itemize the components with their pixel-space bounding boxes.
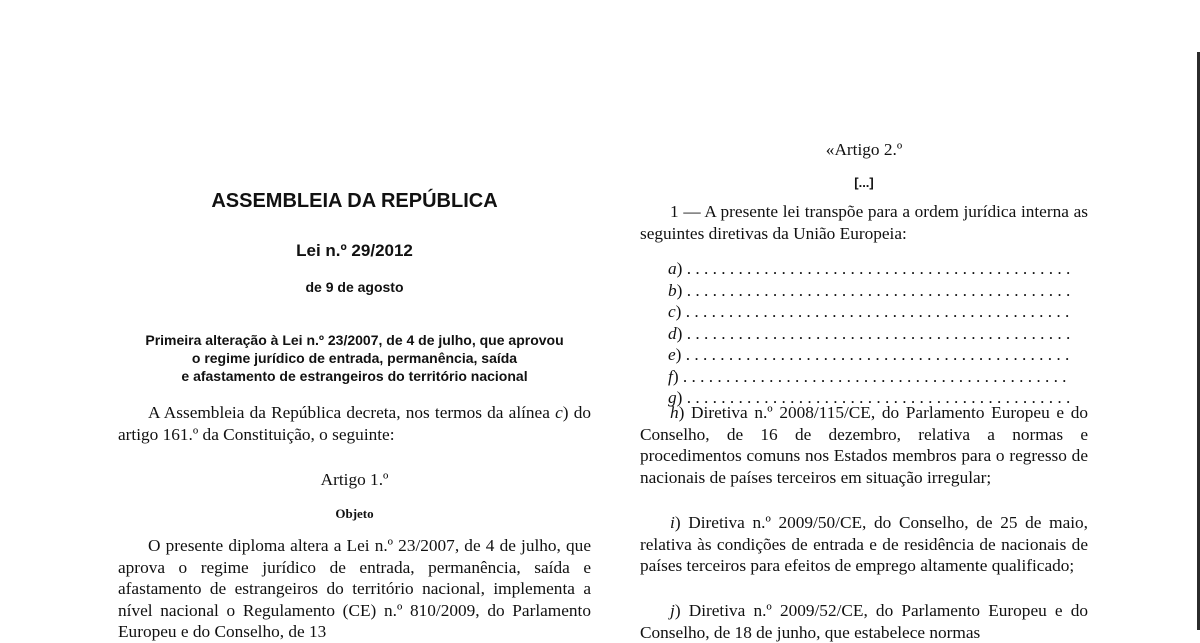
- list-item: d) .............................................: [668, 323, 1075, 343]
- law-number: Lei n.º 29/2012: [296, 241, 413, 260]
- summary-line: e afastamento de estrangeiros do território nacional: [181, 368, 528, 384]
- alinea-letter: j: [670, 601, 675, 620]
- law-summary: [118, 331, 591, 385]
- list-item: f) .............................................: [668, 366, 1071, 386]
- article-2-number-1: 1 — A presente lei transpõe para a ordem jurídica interna as seguintes diretivas da União Europeia:: [640, 202, 1088, 243]
- article-1-subtitle: Objeto: [335, 506, 374, 521]
- article-2-subtitle: [...]: [854, 175, 874, 190]
- intro-paragraph: [118, 402, 591, 445]
- alinea-text: ) Diretiva n.º 2009/52/CE, do Parlamento Europeu e do Conselho, de 18 de junho, que estabelece normas: [640, 601, 1088, 642]
- alinea-letter: h: [670, 403, 679, 422]
- list-item: g) .............................................: [668, 388, 1075, 407]
- list-item: b) .............................................: [668, 280, 1075, 300]
- intro-text: ) do artigo 161.º da Constituição, o seguinte:: [118, 403, 591, 444]
- alinea-text: ) Diretiva n.º 2008/115/CE, do Parlamento Europeu e do Conselho, de 16 de dezembro, relativa a normas e procedimentos comuns nos Estados membros para o regresso de nacionais de países terceiros em situação irregular;: [640, 403, 1088, 487]
- intro-text: A Assembleia da República decreta, nos termos da alínea: [148, 403, 556, 422]
- summary-line: o regime jurídico de entrada, permanência, saída: [191, 350, 518, 366]
- institution-heading: ASSEMBLEIA DA REPÚBLICA: [211, 190, 498, 212]
- alinea-i-paragraph: [640, 512, 1088, 577]
- alinea-j-paragraph: [640, 600, 1088, 643]
- alinea-text: ) Diretiva n.º 2009/50/CE, do Conselho, de 25 de maio, relativa às condições de entrada e de residência de nacionais de países terceiros para efeitos de emprego altamente qualificado;: [640, 513, 1088, 575]
- list-item: c) .............................................: [668, 302, 1074, 321]
- intro-alinea-letter: c: [555, 403, 563, 422]
- alinea-list: [668, 258, 1088, 409]
- article-1-title: Artigo 1.º: [320, 470, 389, 489]
- summary-line: Primeira alteração à Lei n.º 23/2007, de 4 de julho, que aprovou: [145, 332, 564, 348]
- law-date: de 9 de agosto: [305, 279, 404, 295]
- alinea-letter: i: [670, 513, 675, 532]
- list-item: a) .............................................: [668, 259, 1075, 278]
- alinea-h-paragraph: [640, 402, 1088, 488]
- article-2-title: «Artigo 2.º: [825, 140, 903, 159]
- list-item: e) .............................................: [668, 345, 1074, 364]
- article-1-paragraph: O presente diploma altera a Lei n.º 23/2007, de 4 de julho, que aprova o regime jurídico de entrada, permanência, saída e afastamento de estrangeiros do território nacional, implementa a nível nacional o Regulamento (CE) n.º 810/2009, do Parlamento Europeu e do Conselho, de 13: [118, 536, 591, 641]
